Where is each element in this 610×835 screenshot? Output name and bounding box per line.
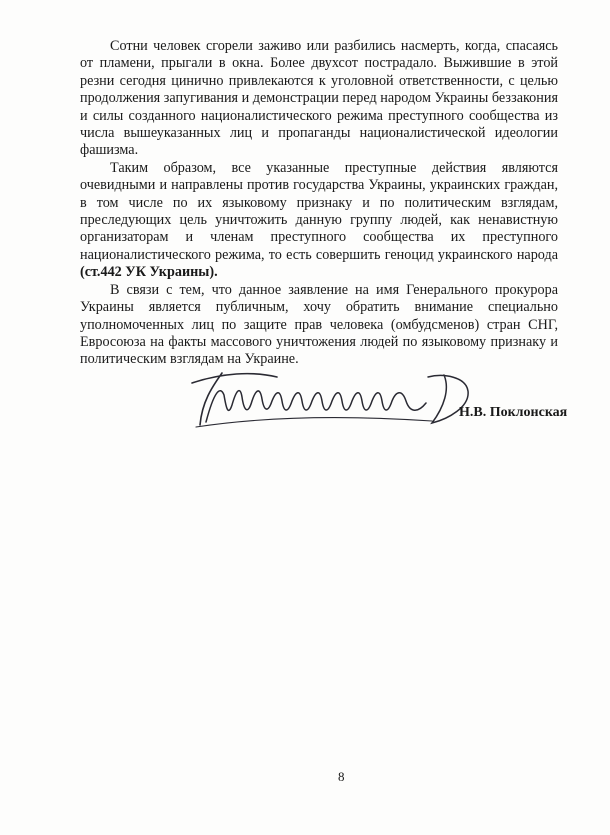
- signer-name: Н.В. Поклонская: [459, 405, 568, 420]
- paragraph-3: В связи с тем, что данное заявление на имя Генерального прокурора Украины является публичным, хочу обратить внимание специально уполномоченных лиц по защите прав человека (омбудсменов) стран СНГ, Евросоюза на факты массового уничтожения людей по языковому признаку и политическим взглядам на Украине.: [80, 281, 558, 368]
- paragraph-1: Сотни человек сгорели заживо или разбились насмерть, когда, спасаясь от пламени, прыгали в окна. Более двухсот пострадало. Выжившие в этой резни сегодня цинично привлекаются к уголовной ответственности, с целью продолжения запугивания и демонстрации перед народом Украины беззакония и силы созданного националистического режима преступного сообщества из числа вышеуказанных лиц и пропаганды националистической идеологии фашизма.: [80, 38, 558, 159]
- page-number: 8: [338, 769, 345, 784]
- paragraph-2-citation: (ст.442 УК Украины).: [80, 264, 218, 281]
- handwritten-signature: [182, 367, 482, 433]
- paragraph-2-text: Таким образом, все указанные преступные действия являются очевидными и направлены против государства Украины, украинских граждан, в том числе по их языковому признаку и по политическим взглядам, преследующих цель уничтожить данную группу людей, как ненавистную организаторам и членам преступного сообщества их преступного националистического режима, то есть совершить геноцид украинского народа: [80, 159, 558, 263]
- document-body: [80, 38, 558, 369]
- paragraph-2: [80, 160, 558, 282]
